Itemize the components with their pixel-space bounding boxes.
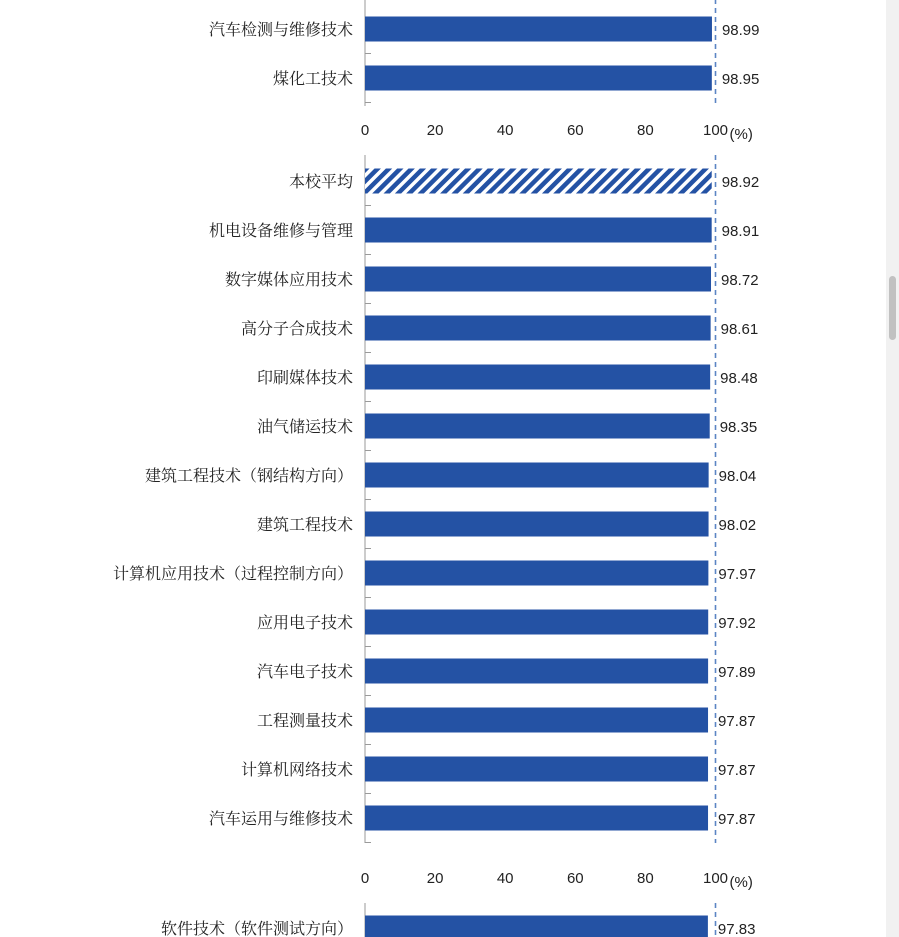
category-label: 软件技术（软件测试方向）: [160, 919, 353, 937]
value-label: 97.97: [718, 566, 756, 583]
value-label: 97.87: [718, 762, 756, 779]
category-label: 应用电子技术: [256, 613, 353, 632]
bar: [365, 610, 708, 635]
value-label: 97.83: [717, 921, 756, 937]
scrollbar-thumb[interactable]: [889, 276, 896, 340]
x-axis-unit-label: (%): [729, 126, 753, 143]
bar: [365, 708, 708, 733]
chart-panel-2: [113, 155, 759, 891]
category-label: 煤化工技术: [272, 69, 353, 88]
value-label: 98.48: [720, 370, 758, 387]
bar: [365, 218, 712, 243]
bar: [365, 463, 709, 488]
category-label: 汽车运用与维修技术: [208, 809, 353, 828]
bar: [365, 916, 708, 937]
bar: [365, 316, 711, 341]
bar: [365, 267, 711, 292]
x-tick-label: 0: [360, 122, 370, 139]
value-label: 98.72: [721, 272, 759, 289]
category-label: 计算机应用技术（过程控制方向）: [112, 564, 353, 583]
value-label: 98.92: [721, 174, 760, 191]
category-label: 数字媒体应用技术: [224, 270, 353, 289]
value-label: 97.87: [718, 713, 756, 730]
category-label: 汽车电子技术: [256, 662, 353, 681]
x-tick-label: 80: [637, 122, 654, 139]
bar: [365, 365, 710, 390]
x-tick-label: 60: [566, 870, 584, 887]
x-tick-label: 40: [496, 122, 514, 139]
x-tick-label: 0: [360, 870, 370, 887]
category-label: 本校平均: [288, 172, 353, 191]
bar: [365, 66, 712, 91]
x-tick-label: 20: [426, 870, 444, 887]
bar: [365, 806, 708, 831]
value-label: 98.99: [721, 22, 760, 39]
value-label: 98.91: [721, 223, 760, 240]
category-label: 印刷媒体技术: [256, 368, 353, 387]
category-label: 机电设备维修与管理: [208, 221, 353, 240]
category-label: 工程测量技术: [256, 711, 353, 730]
bar: [365, 659, 708, 684]
value-label: 97.87: [718, 811, 756, 828]
value-label: 98.35: [719, 419, 758, 436]
category-label: 高分子合成技术: [240, 319, 353, 338]
bar: [365, 17, 712, 42]
x-tick-label: 40: [496, 870, 514, 887]
bar: [365, 561, 708, 586]
bar: [365, 414, 710, 439]
bar-school-average: [365, 169, 712, 194]
chart-panel-1: [209, 0, 760, 143]
category-label: 汽车检测与维修技术: [208, 20, 353, 39]
bar: [365, 757, 708, 782]
category-label: 油气储运技术: [256, 417, 353, 436]
bar: [365, 512, 709, 537]
x-axis-unit-label: (%): [729, 874, 753, 891]
value-label: 98.02: [718, 517, 757, 534]
vertical-scrollbar[interactable]: [886, 0, 899, 937]
value-label: 97.92: [718, 615, 756, 632]
x-tick-label: 20: [426, 122, 444, 139]
value-label: 98.61: [720, 321, 759, 338]
value-label: 98.04: [718, 468, 757, 485]
x-tick-label: 100: [702, 122, 729, 139]
x-tick-label: 100: [702, 870, 729, 887]
category-label: 建筑工程技术（钢结构方向）: [144, 466, 353, 485]
value-label: 97.89: [718, 664, 756, 681]
category-label: 建筑工程技术: [256, 515, 353, 534]
chart-panel-3: [161, 903, 755, 937]
x-tick-label: 80: [637, 870, 654, 887]
value-label: 98.95: [721, 71, 760, 88]
category-label: 计算机网络技术: [240, 760, 353, 779]
x-tick-label: 60: [566, 122, 584, 139]
